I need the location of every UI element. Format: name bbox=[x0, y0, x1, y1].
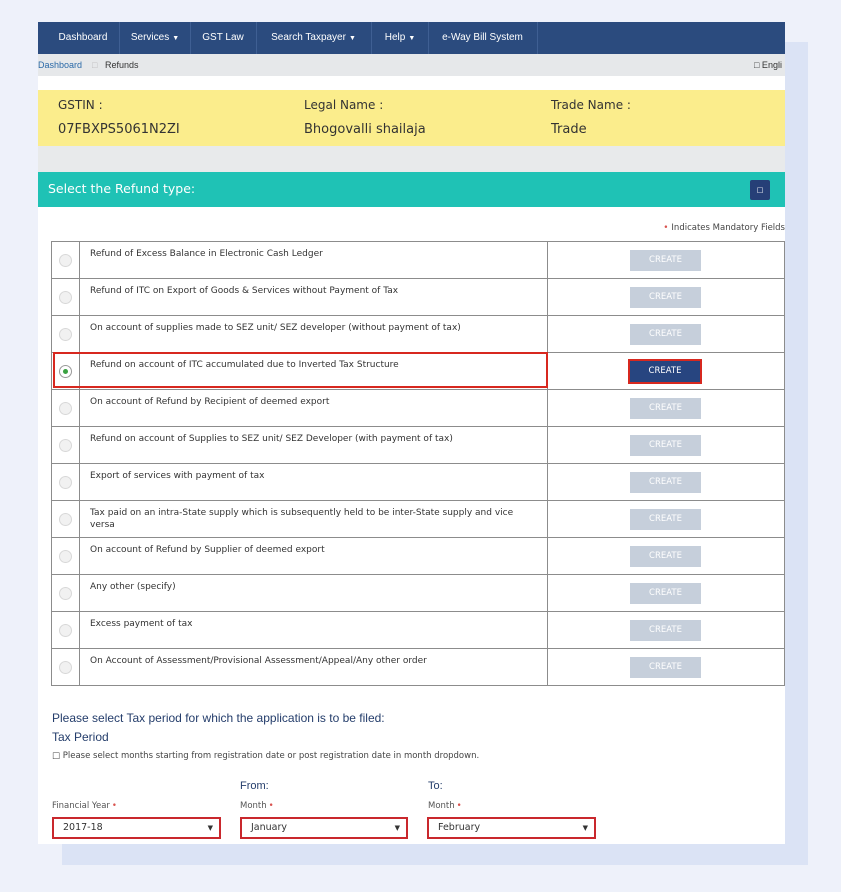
create-cell bbox=[548, 390, 785, 426]
radio-cell bbox=[52, 242, 80, 278]
create-cell bbox=[548, 279, 785, 315]
refund-type-row bbox=[52, 649, 785, 686]
required-marker-icon: • bbox=[663, 223, 669, 233]
create-button[interactable]: CREATE bbox=[630, 287, 701, 308]
refund-type-radio[interactable] bbox=[59, 476, 72, 489]
breadcrumb bbox=[38, 54, 785, 76]
gstin-value: 07FBXPS5061N2ZI bbox=[58, 122, 180, 137]
to-month-value: February bbox=[438, 822, 481, 833]
radio-cell bbox=[52, 612, 80, 648]
create-button[interactable]: CREATE bbox=[630, 324, 701, 345]
refund-type-row bbox=[52, 279, 785, 316]
radio-cell bbox=[52, 353, 80, 389]
refund-type-table bbox=[51, 241, 785, 686]
refund-type-label: Refund on account of ITC accumulated due to Inverted Tax Structure bbox=[90, 360, 399, 370]
create-button[interactable]: CREATE bbox=[630, 620, 701, 641]
create-cell bbox=[548, 353, 785, 389]
refund-type-cell bbox=[80, 612, 548, 648]
refund-type-label: Export of services with payment of tax bbox=[90, 471, 265, 481]
legal-name-value: Bhogovalli shailaja bbox=[304, 122, 426, 137]
refund-type-radio[interactable] bbox=[59, 439, 72, 452]
refund-type-label: Excess payment of tax bbox=[90, 619, 193, 629]
radio-cell bbox=[52, 575, 80, 611]
create-button[interactable]: CREATE bbox=[630, 435, 701, 456]
nav-eway-bill[interactable] bbox=[429, 22, 536, 54]
refund-type-row bbox=[52, 316, 785, 353]
financial-year-select[interactable] bbox=[52, 817, 221, 839]
refund-type-row bbox=[52, 353, 785, 390]
chevron-down-icon: ▼ bbox=[348, 35, 356, 42]
refund-type-row bbox=[52, 427, 785, 464]
taxpayer-info-box bbox=[38, 90, 785, 146]
refund-type-cell bbox=[80, 242, 548, 278]
refund-type-radio[interactable] bbox=[59, 624, 72, 637]
refund-type-radio[interactable] bbox=[59, 587, 72, 600]
create-cell bbox=[548, 575, 785, 611]
refund-type-row bbox=[52, 612, 785, 649]
refund-type-row bbox=[52, 501, 785, 538]
radio-cell bbox=[52, 464, 80, 500]
to-month-label bbox=[428, 801, 462, 811]
create-button[interactable]: CREATE bbox=[630, 583, 701, 604]
create-cell bbox=[548, 649, 785, 685]
refund-type-label: On account of Refund by Supplier of deemed export bbox=[90, 545, 325, 555]
refund-type-cell bbox=[80, 279, 548, 315]
radio-cell bbox=[52, 501, 80, 537]
refund-type-label: Any other (specify) bbox=[90, 582, 176, 592]
language-selector[interactable]: □ Engli bbox=[754, 60, 782, 70]
create-cell bbox=[548, 501, 785, 537]
nav-search-taxpayer[interactable] bbox=[257, 22, 370, 54]
refund-type-cell bbox=[80, 649, 548, 685]
required-marker-icon: • bbox=[111, 801, 117, 811]
nav-services[interactable] bbox=[120, 22, 190, 54]
refund-type-cell bbox=[80, 316, 548, 352]
required-marker-icon: • bbox=[268, 801, 274, 811]
refund-type-cell bbox=[80, 501, 548, 537]
refund-type-radio[interactable] bbox=[59, 513, 72, 526]
nav-dashboard[interactable] bbox=[46, 22, 120, 54]
tax-period-heading: Tax Period bbox=[52, 730, 109, 744]
gstin-label: GSTIN : bbox=[58, 98, 103, 112]
refund-page bbox=[38, 22, 785, 844]
nav-gst-law-label: GST Law bbox=[202, 32, 244, 43]
help-icon-button[interactable]: □ bbox=[750, 180, 770, 200]
refund-type-radio[interactable] bbox=[59, 328, 72, 341]
create-button[interactable]: CREATE bbox=[630, 546, 701, 567]
refund-type-radio[interactable] bbox=[59, 291, 72, 304]
refund-type-cell bbox=[80, 575, 548, 611]
refund-type-label: On account of supplies made to SEZ unit/ SEZ developer (without payment of tax) bbox=[90, 323, 461, 333]
tax-period-note: □ Please select months starting from registration date or post registration date in month dropdown. bbox=[52, 751, 480, 761]
refund-type-cell bbox=[80, 538, 548, 574]
refund-type-cell bbox=[80, 427, 548, 463]
create-button[interactable]: CREATE bbox=[630, 657, 701, 678]
to-month-select[interactable] bbox=[427, 817, 596, 839]
refund-type-row bbox=[52, 538, 785, 575]
to-label: To: bbox=[428, 780, 443, 792]
refund-type-cell bbox=[80, 390, 548, 426]
create-button[interactable]: CREATE bbox=[628, 359, 702, 384]
financial-year-value: 2017-18 bbox=[63, 822, 103, 833]
nav-help[interactable] bbox=[372, 22, 428, 54]
nav-dashboard-label: Dashboard bbox=[58, 32, 108, 43]
refund-type-label: Refund of Excess Balance in Electronic Cash Ledger bbox=[90, 249, 323, 259]
refund-type-label: On Account of Assessment/Provisional Assessment/Appeal/Any other order bbox=[90, 656, 427, 666]
radio-cell bbox=[52, 649, 80, 685]
refund-type-cell bbox=[80, 464, 548, 500]
refund-type-label: On account of Refund by Recipient of deemed export bbox=[90, 397, 330, 407]
radio-cell bbox=[52, 390, 80, 426]
trade-name-label: Trade Name : bbox=[551, 98, 631, 112]
create-cell bbox=[548, 538, 785, 574]
create-cell bbox=[548, 427, 785, 463]
refund-type-label: Refund of ITC on Export of Goods & Services without Payment of Tax bbox=[90, 286, 399, 296]
create-button[interactable]: CREATE bbox=[630, 398, 701, 419]
refund-type-radio[interactable] bbox=[59, 661, 72, 674]
nav-eway-bill-label: e-Way Bill System bbox=[442, 32, 523, 43]
radio-cell bbox=[52, 427, 80, 463]
refund-type-label: Tax paid on an intra-State supply which is subsequently held to be inter-State supply and vice versa bbox=[90, 508, 514, 530]
nav-divider bbox=[537, 22, 538, 54]
mandatory-note-text: Indicates Mandatory Fields bbox=[671, 223, 785, 233]
from-label: From: bbox=[240, 780, 269, 792]
from-month-select[interactable] bbox=[240, 817, 408, 839]
create-button[interactable]: CREATE bbox=[630, 472, 701, 493]
refund-type-row bbox=[52, 390, 785, 427]
required-marker-icon: • bbox=[456, 801, 462, 811]
refund-type-row bbox=[52, 242, 785, 279]
trade-name-value: Trade bbox=[551, 122, 587, 137]
top-navbar bbox=[38, 22, 785, 54]
refund-type-radio[interactable] bbox=[59, 254, 72, 267]
financial-year-label-text: Financial Year bbox=[52, 801, 110, 811]
refund-type-row bbox=[52, 575, 785, 612]
chevron-down-icon: ▼ bbox=[408, 35, 416, 42]
radio-cell bbox=[52, 316, 80, 352]
refund-type-header bbox=[38, 172, 785, 207]
breadcrumb-current: Refunds bbox=[105, 60, 139, 70]
refund-type-label: Refund on account of Supplies to SEZ unit/ SEZ Developer (with payment of tax) bbox=[90, 434, 453, 444]
spacer-bar bbox=[38, 146, 785, 172]
tax-period-prompt: Please select Tax period for which the application is to be filed: bbox=[52, 711, 385, 725]
create-cell bbox=[548, 316, 785, 352]
refund-type-radio[interactable] bbox=[59, 402, 72, 415]
radio-cell bbox=[52, 279, 80, 315]
nav-gst-law[interactable] bbox=[191, 22, 255, 54]
from-month-value: January bbox=[251, 822, 288, 833]
create-cell bbox=[548, 612, 785, 648]
from-month-label-text: Month bbox=[240, 801, 267, 811]
radio-cell bbox=[52, 538, 80, 574]
create-button[interactable]: CREATE bbox=[630, 250, 701, 271]
legal-name-label: Legal Name : bbox=[304, 98, 384, 112]
refund-type-cell bbox=[80, 353, 548, 389]
nav-services-label: Services bbox=[130, 32, 170, 43]
breadcrumb-dashboard-link[interactable]: Dashboard bbox=[38, 60, 83, 70]
nav-help-label: Help bbox=[384, 32, 406, 43]
financial-year-label bbox=[52, 801, 117, 811]
refund-type-title: Select the Refund type: bbox=[48, 181, 196, 196]
chevron-down-icon: ▼ bbox=[394, 824, 400, 832]
to-month-label-text: Month bbox=[428, 801, 455, 811]
refund-type-row bbox=[52, 464, 785, 501]
chevron-down-icon: ▼ bbox=[207, 824, 213, 832]
from-month-label bbox=[240, 801, 274, 811]
create-cell bbox=[548, 464, 785, 500]
refund-type-radio[interactable] bbox=[59, 365, 72, 378]
breadcrumb-separator-icon: □ bbox=[92, 60, 98, 70]
create-cell bbox=[548, 242, 785, 278]
mandatory-fields-note bbox=[663, 223, 785, 233]
chevron-down-icon: ▼ bbox=[172, 35, 180, 42]
chevron-down-icon: ▼ bbox=[582, 824, 588, 832]
refund-type-radio[interactable] bbox=[59, 550, 72, 563]
create-button[interactable]: CREATE bbox=[630, 509, 701, 530]
nav-search-taxpayer-label: Search Taxpayer bbox=[271, 32, 346, 43]
